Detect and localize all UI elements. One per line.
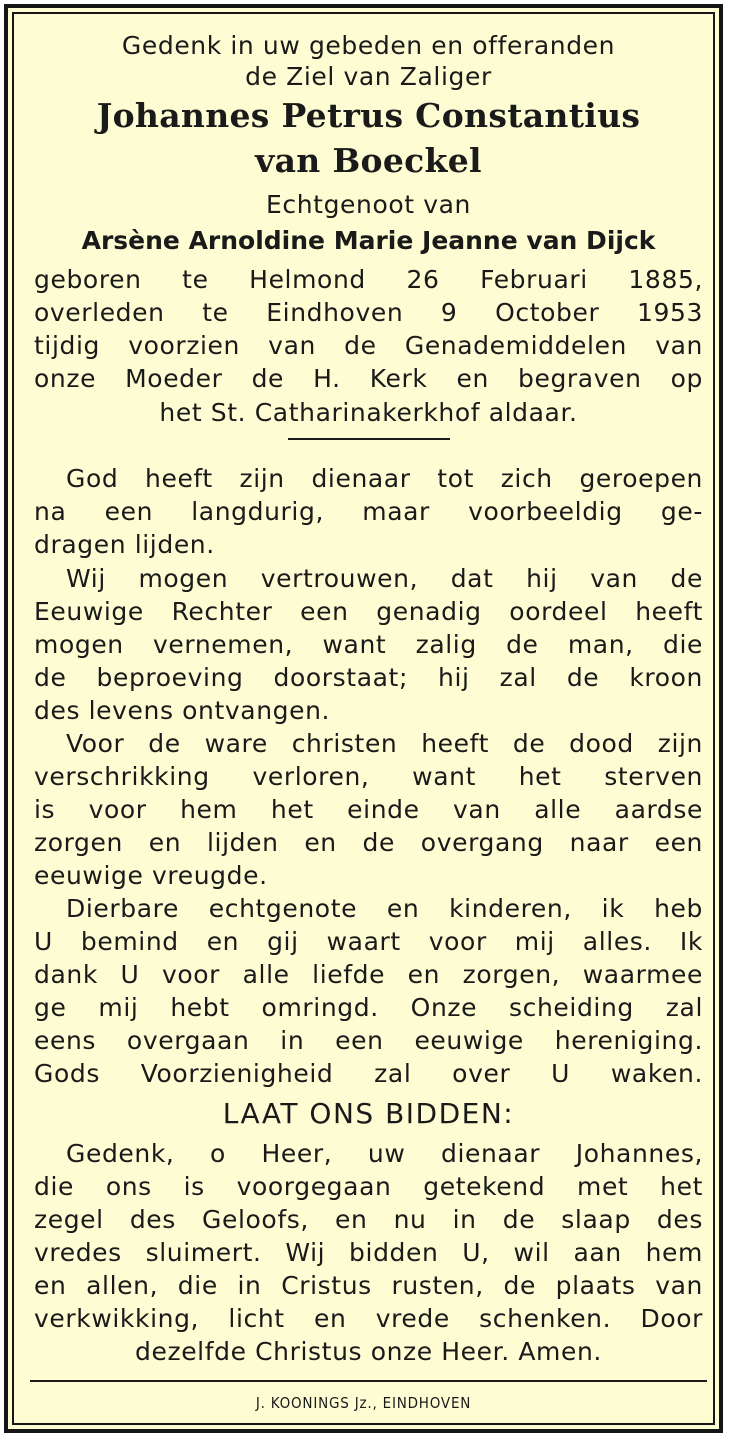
memorial-card [4, 4, 723, 1433]
prayer-line: verkwikking, licht en vrede schenken. Door [34, 1304, 703, 1333]
body-line: verschrikking verloren, want het sterven [34, 762, 703, 791]
bio-line: geboren te Helmond 26 Februari 1885, [34, 265, 703, 294]
body-line: Wij mogen vertrouwen, dat hij van de [66, 564, 703, 593]
footer-rule [30, 1380, 707, 1382]
intro-line-2: de Ziel van Zaliger [245, 62, 492, 91]
body-line: eens overgaan in een eeuwige hereniging. [34, 1026, 703, 1055]
prayer-heading: LAAT ONS BIDDEN: [222, 1097, 515, 1130]
prayer-line: zegel des Geloofs, en nu in de slaap des [34, 1205, 703, 1234]
prayer-line: die ons is voorgegaan getekend met het [34, 1172, 703, 1201]
body-line: God heeft zijn dienaar tot zich geroepen [66, 464, 703, 493]
prayer-line: vredes sluimert. Wij bidden U, wil aan hem [34, 1238, 703, 1267]
body-line: mogen vernemen, want zalig de man, die [34, 630, 703, 659]
body-line: Gods Voorzienigheid zal over U waken. [34, 1059, 703, 1088]
body-line: na een langdurig, maar voorbeeldig ge- [34, 497, 703, 526]
prayer-line: Gedenk, o Heer, uw dienaar Johannes, [66, 1139, 703, 1168]
body-line: dragen lijden. [34, 530, 215, 559]
bio-line: tijdig voorzien van de Genademiddelen van [34, 331, 703, 360]
body-line: zorgen en lijden en de overgang naar een [34, 828, 703, 857]
body-line: Eeuwige Rechter een genadig oordeel heeft [34, 597, 703, 626]
body-line: Voor de ware christen heeft de dood zijn [66, 729, 703, 758]
deceased-name-line-1: Johannes Petrus Constantius [96, 96, 641, 135]
body-line: de beproeving doorstaat; hij zal de kroon [34, 663, 703, 692]
spouse-label: Echtgenoot van [266, 190, 471, 219]
printer-credit: J. KOONINGS Jz., EINDHOVEN [255, 1394, 472, 1412]
deceased-name-line-2: van Boeckel [255, 141, 482, 180]
intro-line-1: Gedenk in uw gebeden en offeranden [121, 31, 616, 60]
bio-line: overleden te Eindhoven 9 October 1953 [34, 298, 703, 327]
bio-line: het St. Catharinakerkhof aldaar. [159, 398, 578, 427]
bio-line: onze Moeder de H. Kerk en begraven op [34, 364, 703, 393]
divider [288, 438, 450, 440]
body-line: Dierbare echtgenote en kinderen, ik heb [66, 894, 703, 923]
body-line: des levens ontvangen. [34, 696, 331, 725]
body-line: U bemind en gij waart voor mij alles. Ik [34, 927, 703, 956]
spouse-name: Arsène Arnoldine Marie Jeanne van Dijck [81, 226, 656, 255]
body-line: ge mij hebt omringd. Onze scheiding zal [34, 993, 703, 1022]
prayer-line: dezelfde Christus onze Heer. Amen. [135, 1337, 602, 1366]
body-line: is voor hem het einde van alle aardse [34, 795, 703, 824]
body-line: dank U voor alle liefde en zorgen, waarmee [34, 960, 703, 989]
prayer-line: en allen, die in Cristus rusten, de plaats van [34, 1271, 703, 1300]
body-line: eeuwige vreugde. [34, 861, 268, 890]
